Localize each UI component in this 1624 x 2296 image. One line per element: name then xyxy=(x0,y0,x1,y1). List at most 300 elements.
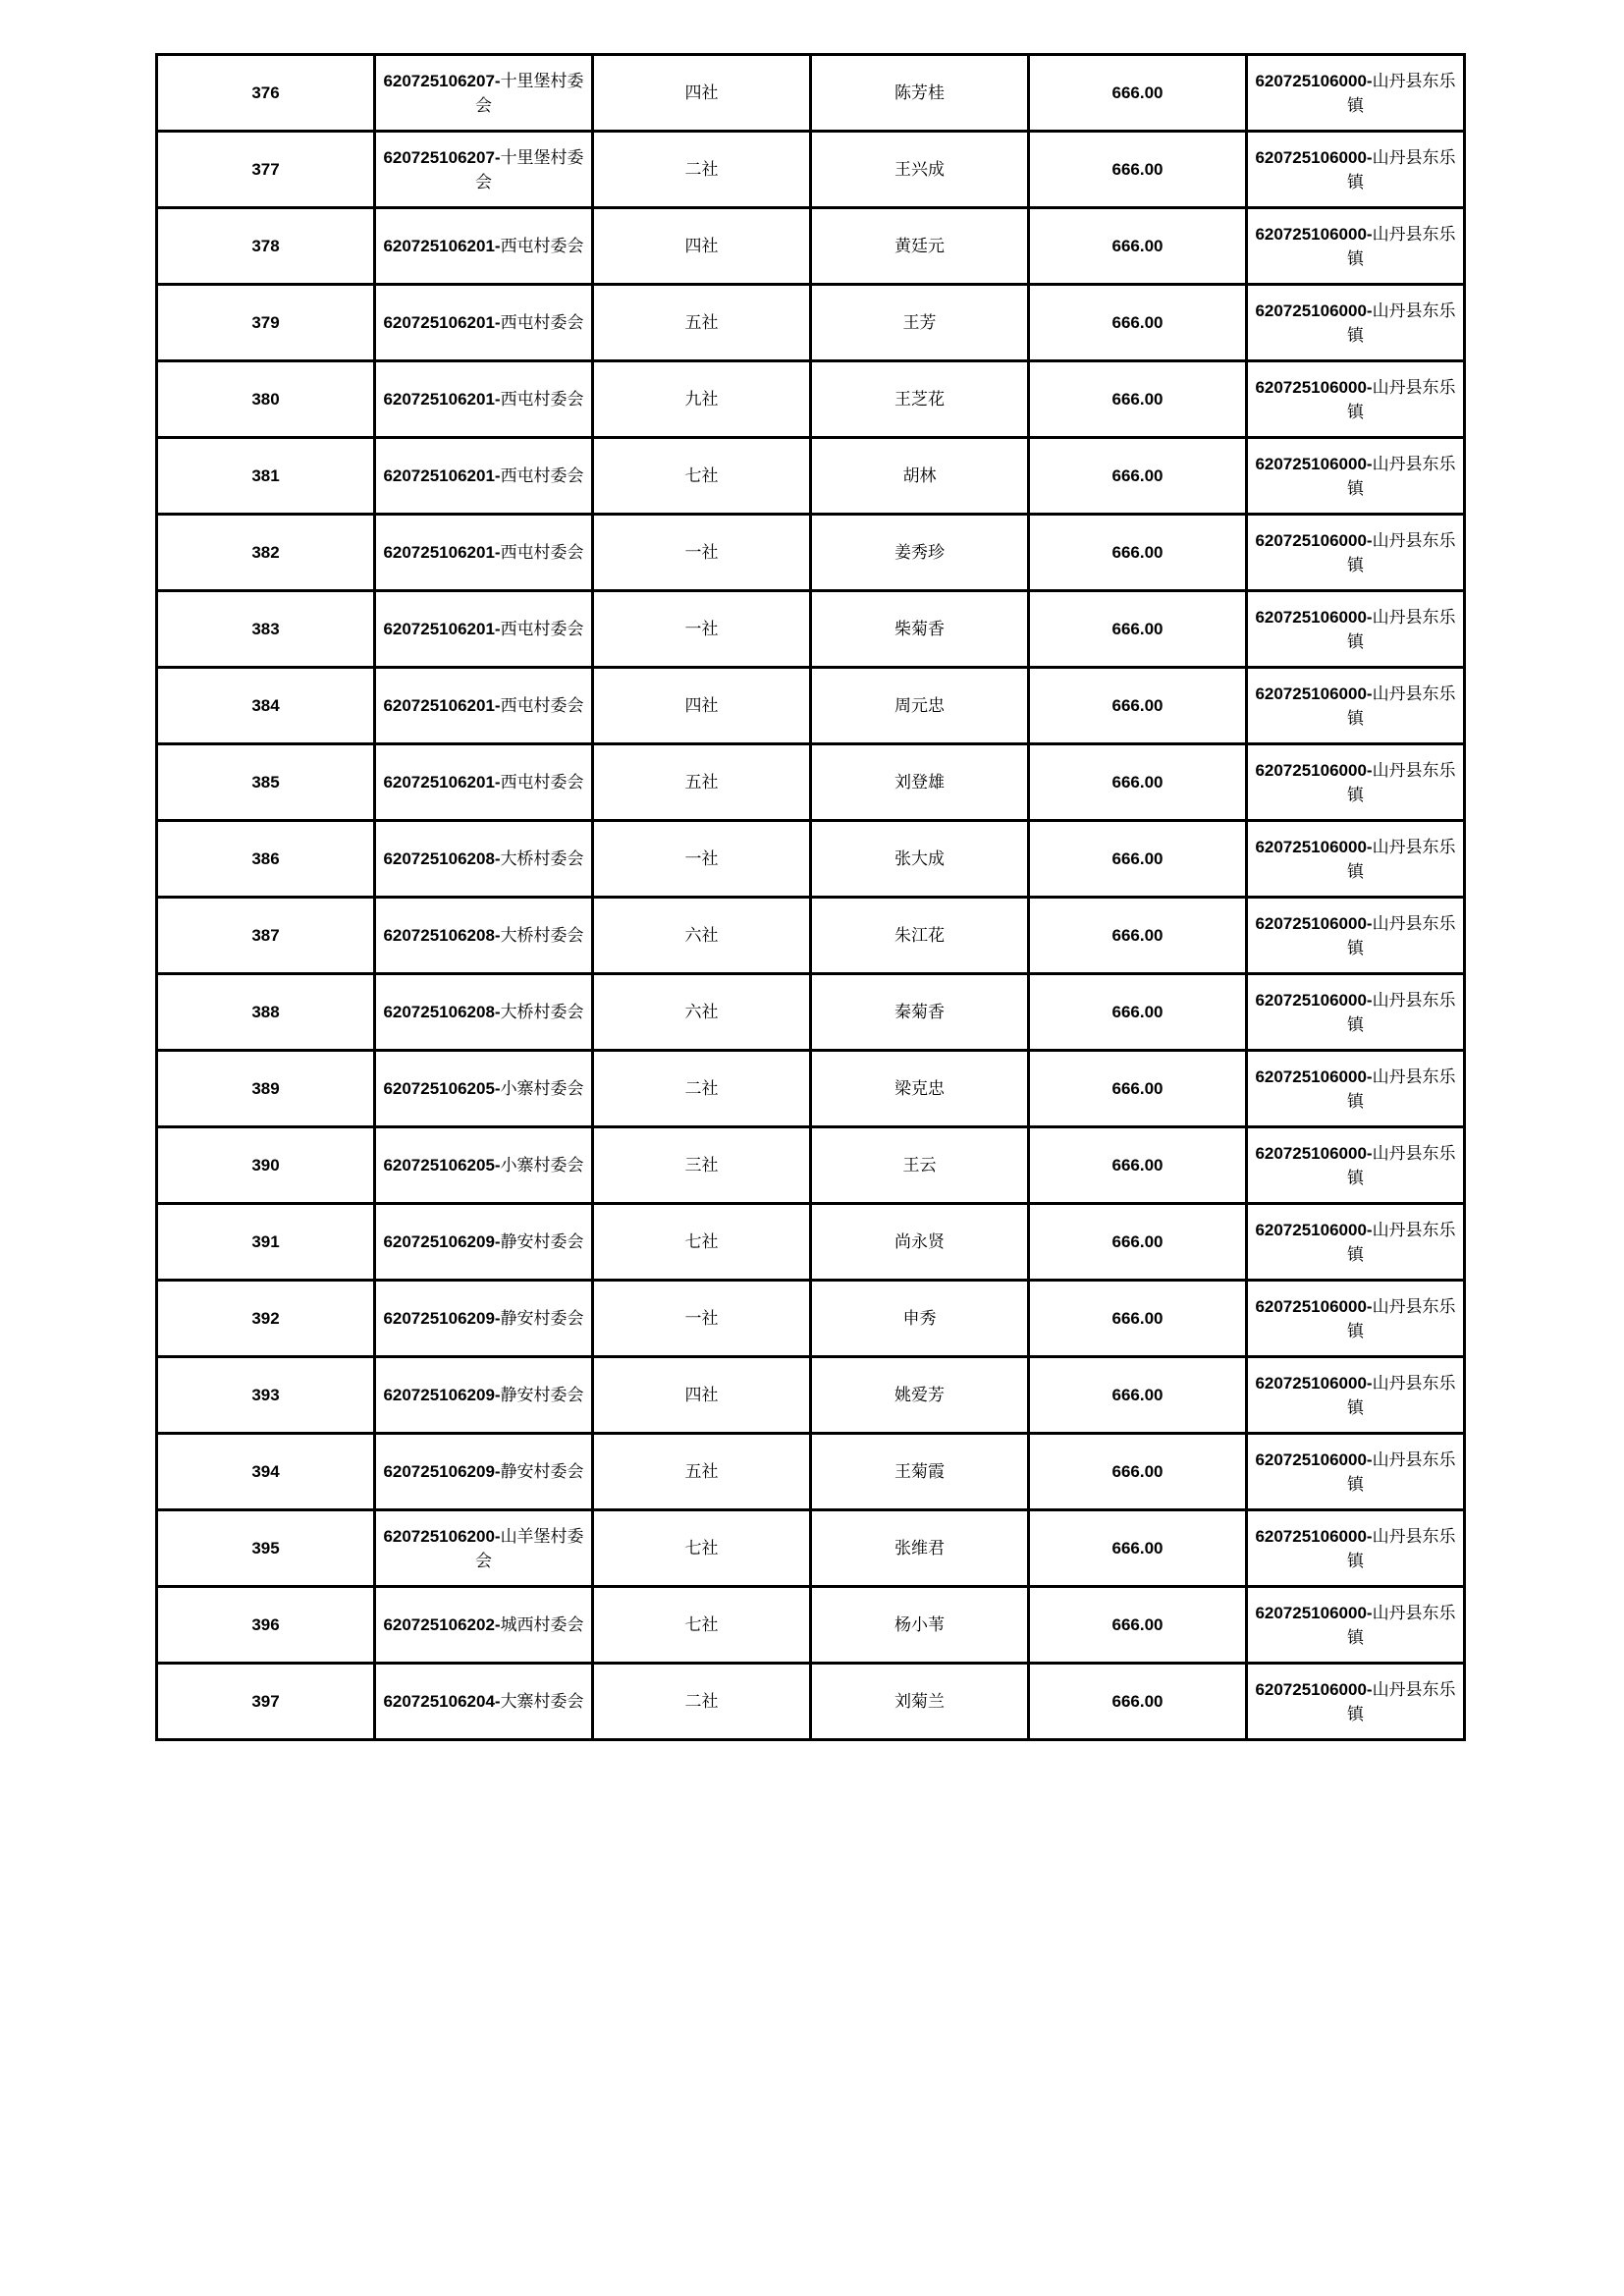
cell-village-committee xyxy=(375,1587,593,1664)
community-group-text: 二社 xyxy=(684,160,719,179)
community-group-text: 七社 xyxy=(684,1232,719,1251)
cell-row-number xyxy=(157,744,375,821)
village-code-text: 620725106209- xyxy=(383,1462,501,1481)
town-code-text: 620725106000- xyxy=(1255,1066,1373,1086)
cell-village-committee xyxy=(375,1281,593,1357)
table-row xyxy=(157,438,1465,515)
cell-village-committee xyxy=(375,285,593,361)
village-name-text: 山羊堡村委会 xyxy=(475,1526,584,1570)
table-row xyxy=(157,1664,1465,1740)
cell-town xyxy=(1247,285,1465,361)
village-code-text: 620725106201- xyxy=(383,773,501,792)
village-name-text: 静安村委会 xyxy=(500,1462,584,1481)
village-name-text: 西屯村委会 xyxy=(500,313,584,332)
town-name-text: 山丹县东乐镇 xyxy=(1347,301,1456,345)
person-name-text: 王芝花 xyxy=(894,390,945,409)
amount-text: 666.00 xyxy=(1111,1079,1164,1098)
person-name-text: 胡林 xyxy=(902,466,937,485)
community-group-text: 四社 xyxy=(684,83,719,102)
person-name-text: 张大成 xyxy=(894,849,945,868)
cell-person-name xyxy=(811,1434,1029,1510)
cell-town xyxy=(1247,1587,1465,1664)
community-group-text: 六社 xyxy=(684,1003,719,1021)
amount-text: 666.00 xyxy=(1111,1615,1164,1634)
cell-village-committee xyxy=(375,515,593,591)
table-row xyxy=(157,1281,1465,1357)
cell-row-number xyxy=(157,668,375,744)
table-row xyxy=(157,132,1465,208)
cell-row-number xyxy=(157,515,375,591)
table-row xyxy=(157,1587,1465,1664)
village-name-text: 小寨村委会 xyxy=(500,1156,584,1175)
town-name-text: 山丹县东乐镇 xyxy=(1347,1296,1456,1340)
cell-community-group xyxy=(593,515,811,591)
cell-village-committee xyxy=(375,1434,593,1510)
village-code-text: 620725106201- xyxy=(383,313,501,332)
cell-person-name xyxy=(811,1357,1029,1434)
cell-person-name xyxy=(811,1281,1029,1357)
town-name-text: 山丹县东乐镇 xyxy=(1347,1449,1456,1494)
cell-community-group xyxy=(593,1051,811,1127)
community-group-text: 二社 xyxy=(684,1692,719,1711)
cell-amount xyxy=(1029,1051,1247,1127)
cell-amount xyxy=(1029,591,1247,668)
person-name-text: 姜秀珍 xyxy=(894,543,945,562)
cell-community-group xyxy=(593,361,811,438)
table-row xyxy=(157,821,1465,898)
cell-community-group xyxy=(593,1664,811,1740)
cell-amount xyxy=(1029,1204,1247,1281)
cell-person-name xyxy=(811,55,1029,132)
village-code-text: 620725106207- xyxy=(383,147,501,167)
town-code-text: 620725106000- xyxy=(1255,683,1373,703)
cell-amount xyxy=(1029,898,1247,974)
village-name-text: 城西村委会 xyxy=(500,1615,584,1634)
cell-person-name xyxy=(811,1664,1029,1740)
cell-person-name xyxy=(811,898,1029,974)
row-number-text: 379 xyxy=(251,313,280,332)
row-number-text: 390 xyxy=(251,1156,280,1175)
amount-text: 666.00 xyxy=(1111,160,1164,179)
cell-village-committee xyxy=(375,132,593,208)
amount-text: 666.00 xyxy=(1111,1003,1164,1021)
village-code-text: 620725106207- xyxy=(383,71,501,90)
cell-person-name xyxy=(811,744,1029,821)
town-code-text: 620725106000- xyxy=(1255,377,1373,397)
cell-community-group xyxy=(593,1357,811,1434)
person-name-text: 王菊霞 xyxy=(894,1462,945,1481)
cell-person-name xyxy=(811,1204,1029,1281)
town-name-text: 山丹县东乐镇 xyxy=(1347,1143,1456,1187)
cell-amount xyxy=(1029,55,1247,132)
table-row xyxy=(157,591,1465,668)
cell-town xyxy=(1247,591,1465,668)
row-number-text: 396 xyxy=(251,1615,280,1634)
cell-row-number xyxy=(157,821,375,898)
town-name-text: 山丹县东乐镇 xyxy=(1347,147,1456,191)
row-number-text: 392 xyxy=(251,1309,280,1328)
table-row xyxy=(157,55,1465,132)
person-name-text: 刘登雄 xyxy=(894,773,945,792)
cell-town xyxy=(1247,1434,1465,1510)
row-number-text: 377 xyxy=(251,160,280,179)
community-group-text: 七社 xyxy=(684,466,719,485)
cell-community-group xyxy=(593,55,811,132)
person-name-text: 张维君 xyxy=(894,1539,945,1558)
cell-village-committee xyxy=(375,1510,593,1587)
person-name-text: 秦菊香 xyxy=(894,1003,945,1021)
row-number-text: 394 xyxy=(251,1462,280,1481)
cell-community-group xyxy=(593,208,811,285)
cell-amount xyxy=(1029,208,1247,285)
town-code-text: 620725106000- xyxy=(1255,1373,1373,1393)
village-code-text: 620725106205- xyxy=(383,1079,501,1098)
cell-village-committee xyxy=(375,1664,593,1740)
community-group-text: 三社 xyxy=(684,1156,719,1175)
community-group-text: 五社 xyxy=(684,1462,719,1481)
person-name-text: 刘菊兰 xyxy=(894,1692,945,1711)
cell-row-number xyxy=(157,1204,375,1281)
town-code-text: 620725106000- xyxy=(1255,1603,1373,1622)
community-group-text: 四社 xyxy=(684,237,719,255)
cell-town xyxy=(1247,1357,1465,1434)
town-name-text: 山丹县东乐镇 xyxy=(1347,377,1456,421)
village-name-text: 大桥村委会 xyxy=(500,849,584,868)
village-name-text: 西屯村委会 xyxy=(500,390,584,409)
town-code-text: 620725106000- xyxy=(1255,454,1373,473)
cell-village-committee xyxy=(375,1127,593,1204)
amount-text: 666.00 xyxy=(1111,1462,1164,1481)
amount-text: 666.00 xyxy=(1111,1539,1164,1558)
amount-text: 666.00 xyxy=(1111,83,1164,102)
community-group-text: 五社 xyxy=(684,313,719,332)
cell-community-group xyxy=(593,591,811,668)
cell-row-number xyxy=(157,1051,375,1127)
table-row xyxy=(157,668,1465,744)
town-code-text: 620725106000- xyxy=(1255,71,1373,90)
village-name-text: 西屯村委会 xyxy=(500,237,584,255)
person-name-text: 朱江花 xyxy=(894,926,945,945)
table-row xyxy=(157,361,1465,438)
cell-community-group xyxy=(593,974,811,1051)
table-row xyxy=(157,285,1465,361)
community-group-text: 四社 xyxy=(684,1386,719,1404)
cell-town xyxy=(1247,1664,1465,1740)
table-row xyxy=(157,974,1465,1051)
community-group-text: 七社 xyxy=(684,1539,719,1558)
town-name-text: 山丹县东乐镇 xyxy=(1347,1603,1456,1647)
town-code-text: 620725106000- xyxy=(1255,147,1373,167)
person-name-text: 周元忠 xyxy=(894,696,945,715)
amount-text: 666.00 xyxy=(1111,849,1164,868)
town-code-text: 620725106000- xyxy=(1255,224,1373,244)
cell-row-number xyxy=(157,1587,375,1664)
cell-person-name xyxy=(811,668,1029,744)
amount-text: 666.00 xyxy=(1111,1232,1164,1251)
cell-community-group xyxy=(593,438,811,515)
row-number-text: 383 xyxy=(251,620,280,638)
row-number-text: 393 xyxy=(251,1386,280,1404)
town-code-text: 620725106000- xyxy=(1255,837,1373,856)
cell-village-committee xyxy=(375,591,593,668)
cell-row-number xyxy=(157,208,375,285)
amount-text: 666.00 xyxy=(1111,696,1164,715)
amount-text: 666.00 xyxy=(1111,313,1164,332)
cell-town xyxy=(1247,898,1465,974)
amount-text: 666.00 xyxy=(1111,237,1164,255)
village-code-text: 620725106205- xyxy=(383,1156,501,1175)
row-number-text: 397 xyxy=(251,1692,280,1711)
village-name-text: 十里堡村委会 xyxy=(475,71,584,115)
cell-person-name xyxy=(811,974,1029,1051)
cell-row-number xyxy=(157,285,375,361)
village-code-text: 620725106208- xyxy=(383,1003,501,1021)
village-code-text: 620725106201- xyxy=(383,390,501,409)
cell-town xyxy=(1247,1281,1465,1357)
cell-row-number xyxy=(157,591,375,668)
cell-village-committee xyxy=(375,1051,593,1127)
village-name-text: 西屯村委会 xyxy=(500,466,584,485)
village-name-text: 大寨村委会 xyxy=(500,1692,584,1711)
person-name-text: 王兴成 xyxy=(894,160,945,179)
amount-text: 666.00 xyxy=(1111,466,1164,485)
village-code-text: 620725106209- xyxy=(383,1309,501,1328)
cell-person-name xyxy=(811,1051,1029,1127)
cell-amount xyxy=(1029,361,1247,438)
cell-town xyxy=(1247,668,1465,744)
amount-text: 666.00 xyxy=(1111,543,1164,562)
cell-community-group xyxy=(593,744,811,821)
community-group-text: 四社 xyxy=(684,696,719,715)
cell-town xyxy=(1247,515,1465,591)
village-name-text: 大桥村委会 xyxy=(500,926,584,945)
cell-person-name xyxy=(811,208,1029,285)
village-name-text: 西屯村委会 xyxy=(500,543,584,562)
cell-row-number xyxy=(157,1434,375,1510)
cell-amount xyxy=(1029,1281,1247,1357)
row-number-text: 388 xyxy=(251,1003,280,1021)
village-name-text: 十里堡村委会 xyxy=(475,147,584,191)
cell-person-name xyxy=(811,1587,1029,1664)
village-code-text: 620725106201- xyxy=(383,237,501,255)
town-name-text: 山丹县东乐镇 xyxy=(1347,1526,1456,1570)
cell-village-committee xyxy=(375,438,593,515)
table-row xyxy=(157,208,1465,285)
town-code-text: 620725106000- xyxy=(1255,530,1373,550)
town-code-text: 620725106000- xyxy=(1255,760,1373,780)
cell-village-committee xyxy=(375,668,593,744)
cell-town xyxy=(1247,1510,1465,1587)
cell-row-number xyxy=(157,438,375,515)
person-name-text: 王云 xyxy=(902,1156,937,1175)
cell-village-committee xyxy=(375,361,593,438)
cell-row-number xyxy=(157,361,375,438)
cell-community-group xyxy=(593,1281,811,1357)
village-code-text: 620725106208- xyxy=(383,849,501,868)
cell-person-name xyxy=(811,591,1029,668)
cell-row-number xyxy=(157,1664,375,1740)
cell-town xyxy=(1247,55,1465,132)
cell-village-committee xyxy=(375,821,593,898)
cell-person-name xyxy=(811,285,1029,361)
town-code-text: 620725106000- xyxy=(1255,1143,1373,1163)
cell-village-committee xyxy=(375,1204,593,1281)
amount-text: 666.00 xyxy=(1111,926,1164,945)
row-number-text: 381 xyxy=(251,466,280,485)
cell-person-name xyxy=(811,515,1029,591)
village-name-text: 西屯村委会 xyxy=(500,696,584,715)
community-group-text: 六社 xyxy=(684,926,719,945)
cell-community-group xyxy=(593,821,811,898)
row-number-text: 387 xyxy=(251,926,280,945)
cell-community-group xyxy=(593,1510,811,1587)
cell-amount xyxy=(1029,1510,1247,1587)
row-number-text: 380 xyxy=(251,390,280,409)
town-name-text: 山丹县东乐镇 xyxy=(1347,454,1456,498)
town-code-text: 620725106000- xyxy=(1255,607,1373,627)
town-name-text: 山丹县东乐镇 xyxy=(1347,1373,1456,1417)
cell-row-number xyxy=(157,1510,375,1587)
community-group-text: 一社 xyxy=(684,849,719,868)
cell-town xyxy=(1247,1127,1465,1204)
cell-amount xyxy=(1029,1127,1247,1204)
person-name-text: 梁克忠 xyxy=(894,1079,945,1098)
community-group-text: 一社 xyxy=(684,1309,719,1328)
village-code-text: 620725106208- xyxy=(383,926,501,945)
town-name-text: 山丹县东乐镇 xyxy=(1347,71,1456,115)
cell-community-group xyxy=(593,1204,811,1281)
cell-community-group xyxy=(593,1434,811,1510)
town-code-text: 620725106000- xyxy=(1255,1679,1373,1699)
table-row xyxy=(157,1434,1465,1510)
town-code-text: 620725106000- xyxy=(1255,913,1373,933)
town-name-text: 山丹县东乐镇 xyxy=(1347,760,1456,804)
village-code-text: 620725106209- xyxy=(383,1232,501,1251)
cell-town xyxy=(1247,132,1465,208)
town-name-text: 山丹县东乐镇 xyxy=(1347,530,1456,574)
person-name-text: 尚永贤 xyxy=(894,1232,945,1251)
cell-amount xyxy=(1029,438,1247,515)
cell-amount xyxy=(1029,1664,1247,1740)
person-name-text: 杨小苇 xyxy=(894,1615,945,1634)
amount-text: 666.00 xyxy=(1111,1386,1164,1404)
village-name-text: 西屯村委会 xyxy=(500,773,584,792)
cell-amount xyxy=(1029,285,1247,361)
cell-community-group xyxy=(593,898,811,974)
cell-community-group xyxy=(593,1587,811,1664)
cell-amount xyxy=(1029,821,1247,898)
table-row xyxy=(157,1051,1465,1127)
cell-town xyxy=(1247,1204,1465,1281)
cell-village-committee xyxy=(375,744,593,821)
town-code-text: 620725106000- xyxy=(1255,301,1373,320)
village-code-text: 620725106202- xyxy=(383,1615,501,1634)
person-name-text: 申秀 xyxy=(902,1309,937,1328)
cell-row-number xyxy=(157,132,375,208)
cell-person-name xyxy=(811,361,1029,438)
town-name-text: 山丹县东乐镇 xyxy=(1347,1220,1456,1264)
row-number-text: 376 xyxy=(251,83,280,102)
table-row xyxy=(157,1127,1465,1204)
table-row xyxy=(157,744,1465,821)
cell-person-name xyxy=(811,821,1029,898)
cell-village-committee xyxy=(375,1357,593,1434)
community-group-text: 五社 xyxy=(684,773,719,792)
town-code-text: 620725106000- xyxy=(1255,1220,1373,1239)
person-name-text: 陈芳桂 xyxy=(894,83,945,102)
village-name-text: 静安村委会 xyxy=(500,1386,584,1404)
town-name-text: 山丹县东乐镇 xyxy=(1347,913,1456,957)
town-name-text: 山丹县东乐镇 xyxy=(1347,837,1456,881)
cell-row-number xyxy=(157,55,375,132)
cell-row-number xyxy=(157,1357,375,1434)
village-name-text: 静安村委会 xyxy=(500,1232,584,1251)
cell-community-group xyxy=(593,668,811,744)
cell-person-name xyxy=(811,438,1029,515)
row-number-text: 382 xyxy=(251,543,280,562)
cell-village-committee xyxy=(375,208,593,285)
person-name-text: 姚爱芳 xyxy=(894,1386,945,1404)
table-row xyxy=(157,1204,1465,1281)
community-group-text: 一社 xyxy=(684,543,719,562)
cell-person-name xyxy=(811,132,1029,208)
cell-row-number xyxy=(157,1127,375,1204)
village-code-text: 620725106201- xyxy=(383,620,501,638)
village-name-text: 西屯村委会 xyxy=(500,620,584,638)
cell-row-number xyxy=(157,898,375,974)
table-row xyxy=(157,898,1465,974)
amount-text: 666.00 xyxy=(1111,390,1164,409)
cell-amount xyxy=(1029,1434,1247,1510)
person-name-text: 黄廷元 xyxy=(894,237,945,255)
table-body xyxy=(157,55,1465,1740)
cell-amount xyxy=(1029,1357,1247,1434)
cell-amount xyxy=(1029,668,1247,744)
person-name-text: 王芳 xyxy=(902,313,937,332)
community-group-text: 七社 xyxy=(684,1615,719,1634)
town-code-text: 620725106000- xyxy=(1255,1296,1373,1316)
row-number-text: 378 xyxy=(251,237,280,255)
village-code-text: 620725106201- xyxy=(383,466,501,485)
cell-row-number xyxy=(157,974,375,1051)
village-name-text: 静安村委会 xyxy=(500,1309,584,1328)
town-name-text: 山丹县东乐镇 xyxy=(1347,1066,1456,1111)
town-name-text: 山丹县东乐镇 xyxy=(1347,607,1456,651)
cell-amount xyxy=(1029,132,1247,208)
cell-town xyxy=(1247,361,1465,438)
town-code-text: 620725106000- xyxy=(1255,1449,1373,1469)
community-group-text: 九社 xyxy=(684,390,719,409)
table-row xyxy=(157,515,1465,591)
cell-village-committee xyxy=(375,898,593,974)
cell-amount xyxy=(1029,744,1247,821)
town-name-text: 山丹县东乐镇 xyxy=(1347,683,1456,728)
row-number-text: 389 xyxy=(251,1079,280,1098)
community-group-text: 二社 xyxy=(684,1079,719,1098)
town-code-text: 620725106000- xyxy=(1255,990,1373,1010)
cell-row-number xyxy=(157,1281,375,1357)
row-number-text: 385 xyxy=(251,773,280,792)
table-row xyxy=(157,1510,1465,1587)
cell-community-group xyxy=(593,1127,811,1204)
town-name-text: 山丹县东乐镇 xyxy=(1347,224,1456,268)
amount-text: 666.00 xyxy=(1111,773,1164,792)
village-code-text: 620725106201- xyxy=(383,696,501,715)
cell-amount xyxy=(1029,515,1247,591)
cell-village-committee xyxy=(375,55,593,132)
cell-town xyxy=(1247,438,1465,515)
cell-town xyxy=(1247,208,1465,285)
